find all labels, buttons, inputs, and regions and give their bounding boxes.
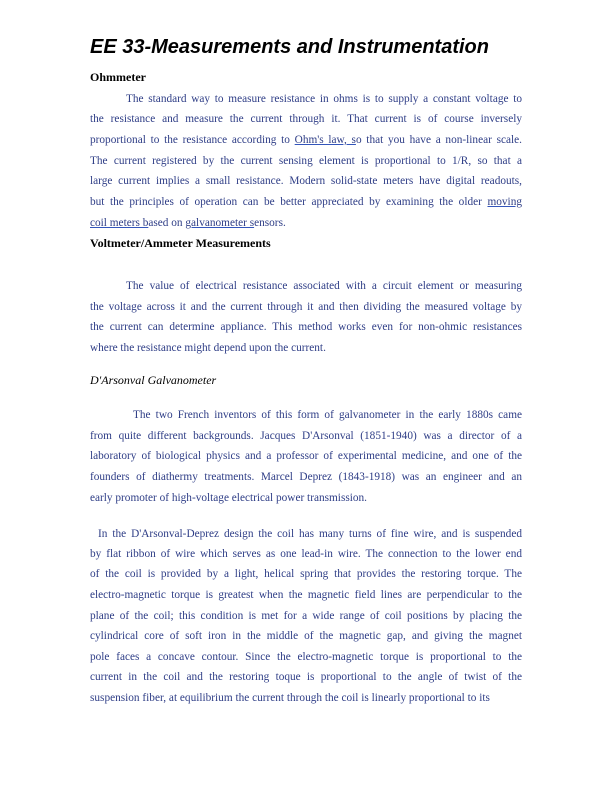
paragraph-2-line: where the resistance might depend upon the current. — [90, 342, 326, 354]
paragraph-3-line: The two French inventors of this form of galvanometer in the early 1880s came — [133, 409, 522, 421]
paragraph-4-line: cylindrical core of soft iron in the middle of the magnetic gap, and giving the magnet — [90, 630, 522, 642]
paragraph-2-line: the current can determine appliance. This method works even for non-ohmic resistances — [90, 321, 522, 333]
paragraph-2-line: The value of electrical resistance associated with a circuit element or measuring — [126, 280, 522, 292]
hyperlink[interactable]: galvanometer s — [185, 217, 255, 229]
text-span: o that you have a non-linear scale. — [355, 134, 522, 146]
heading-voltmeter-ammeter: Voltmeter/Ammeter Measurements — [90, 236, 271, 250]
paragraph-4-line: In the D'Arsonval-Deprez design the coil has many turns of fine wire, and is suspended — [98, 528, 522, 540]
paragraph-3-line: founders of diathermy treatments. Marcel Deprez (1843-1918) was an engineer and an — [90, 471, 522, 483]
text-span: but the principles of operation can be better appreciated by examining the older — [90, 196, 488, 208]
paragraph-4-line: current in the coil and the restoring toque is proportional to the angle of twist of the — [90, 671, 522, 683]
paragraph-1-line — [90, 216, 286, 230]
paragraph-1-line: The standard way to measure resistance in ohms is to supply a constant voltage to — [126, 93, 522, 105]
paragraph-3-line: laboratory of biological physics and a professor of experimental medicine, and one of the — [90, 450, 522, 462]
paragraph-4-line: electro-magnetic torque is greatest when the magnetic field lines are perpendicular to the — [90, 589, 522, 601]
paragraph-4-line: pole faces a concave contour. Since the electro-magnetic torque is proportional to the — [90, 651, 522, 663]
heading-darsonval-galvanometer: D'Arsonval Galvanometer — [90, 373, 217, 387]
paragraph-4-line: plane of the coil; this condition is met for a wide range of coil positions by placing the — [90, 610, 522, 622]
text-span: ased on — [148, 217, 186, 229]
paragraph-3-line: from quite different backgrounds. Jacques D'Arsonval (1851-1940) was a director of a — [90, 430, 522, 442]
paragraph-4-line: by flat ribbon of wire which serves as one lead-in wire. The connection to the lower end — [90, 548, 522, 560]
hyperlink[interactable]: coil meters b — [90, 217, 149, 229]
paragraph-4-line: of the coil is provided by a light, helical spring that provides the restoring torque. The — [90, 568, 522, 580]
hyperlink[interactable]: Ohm's law, s — [294, 134, 356, 146]
paragraph-2-line: the voltage across it and the current through it and then dividing the measured voltage by — [90, 301, 522, 313]
hyperlink[interactable]: moving — [487, 196, 522, 208]
paragraph-3-line: early promoter of high-voltage electrical power transmission. — [90, 492, 367, 504]
paragraph-4-line: suspension fiber, at equilibrium the current through the coil is linearly proportional to its — [90, 692, 490, 704]
heading-ohmmeter: Ohmmeter — [90, 70, 146, 84]
paragraph-1-line: the resistance and measure the current through it. That current is of course inversely — [90, 113, 522, 125]
paragraph-1-line: The current registered by the current sensing element is proportional to 1/R, so that a — [90, 155, 522, 167]
text-span: proportional to the resistance according to — [90, 134, 295, 146]
paragraph-1-line — [90, 195, 522, 209]
paragraph-1-line — [90, 133, 522, 147]
document-title: EE 33-Measurements and Instrumentation — [90, 36, 489, 58]
paragraph-1-line: large current implies a small resistance. Modern solid-state meters have digital readouts, — [90, 175, 522, 187]
text-span: ensors. — [254, 217, 286, 229]
